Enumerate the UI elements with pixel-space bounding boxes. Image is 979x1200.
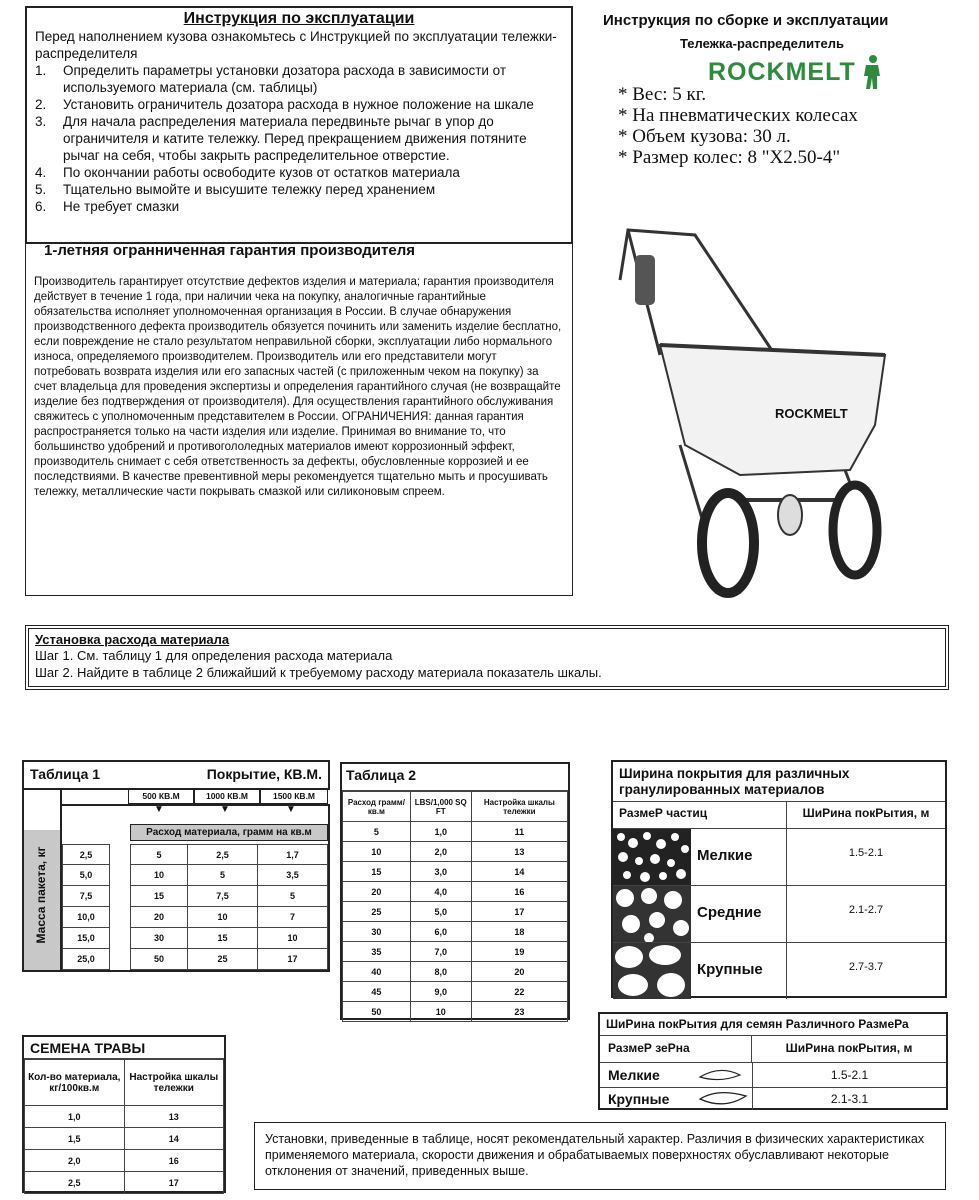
granules-row — [613, 943, 945, 999]
seeds-width-title: ШиРина покРытия для семян Различного РазмеРа — [600, 1014, 946, 1036]
arrow-down-icon: ▼ — [154, 804, 164, 815]
seeds-row — [600, 1088, 946, 1110]
spec-line: * На пневматических колесах — [618, 105, 858, 126]
seeds-width-table — [598, 1012, 948, 1110]
table2-title: Таблица 2 — [342, 764, 568, 791]
instructions-title: Инструкция по эксплуатации — [183, 10, 415, 27]
granule-size-coarse: Крупные — [691, 943, 787, 999]
grass-seeds-table — [22, 1035, 226, 1193]
seeds-col-size: РазмеР зеРна — [600, 1036, 752, 1062]
table1-header — [22, 760, 330, 790]
seed-width-small: 1.5-2.1 — [830, 1068, 869, 1082]
coverage-1000: 1000 КВ.М — [194, 788, 260, 804]
grass-title: СЕМЕНА ТРАВЫ — [24, 1037, 224, 1059]
warranty-box — [25, 214, 573, 596]
granule-width-fine: 1.5-2.1 — [848, 847, 884, 859]
spec-line: * Объем кузова: 30 л. — [618, 126, 791, 147]
cart-brand-label: ROCKMELT — [775, 406, 848, 421]
spec-line: * Вес: 5 кг. — [618, 84, 707, 105]
setup-step-2: Шаг 2. Найдите в таблице 2 ближайший к требуемому расходу материала показатель шкалы. — [35, 665, 602, 680]
granules-title: Ширина покрытия для различных гранулированных материалов — [613, 762, 945, 802]
instructions-intro: Перед наполнением кузова ознакомьтесь с Инструкцией по эксплуатации тележки-распределителя — [35, 29, 557, 61]
brand-logo: ROCKMELT — [708, 54, 886, 90]
granule-size-fine: Мелкие — [691, 829, 787, 885]
grass-grid: Кол-во материала, кг/100кв.м Настройка шкалы тележки 1,0 13 1,5 14 2,0 16 2,5 17 — [24, 1059, 224, 1194]
large-seed-icon — [698, 1090, 748, 1108]
instructions-steps — [35, 62, 563, 215]
arrow-down-icon: ▼ — [220, 804, 230, 815]
seed-size-large: Крупные — [608, 1091, 670, 1107]
instruction-step: 1. Определить параметры установки дозатора расхода в зависимости от используемого материала (см. таблицы) — [35, 63, 507, 95]
product-subtitle: Тележка-распределитель — [680, 36, 844, 51]
table1-title: Таблица 1 — [30, 766, 101, 782]
granule-width-medium: 2.1-2.7 — [848, 904, 884, 916]
mass-axis-label: Масса пакета, кг — [34, 846, 48, 944]
seeds-col-width: ШиРина покРытия, м — [785, 1041, 913, 1055]
small-seed-icon — [698, 1067, 742, 1083]
coarse-granules-image — [613, 943, 691, 999]
table-2 — [340, 762, 570, 1020]
instructions-box — [25, 6, 573, 244]
granules-row — [613, 886, 945, 943]
note-text: Установки, приведенные в таблице, носят рекомендательный характер. Различия в физических характеристиках применяемого материала, скорости движения и обрабатываемых поверхностях обуславливают некоторые отклонения от значений, приведенных выше. — [265, 1132, 925, 1178]
table1-grid: 2,5 5 2,5 1,7 5,0 10 5 3,5 7,5 15 7,5 5 10,0 20 10 7 15,0 30 15 10 25,0 50 25 17 — [62, 844, 328, 970]
product-specs — [618, 84, 858, 168]
product-header: Инструкция по сборке и эксплуатации — [603, 12, 889, 29]
granules-row — [613, 829, 945, 886]
seed-width-large: 2.1-3.1 — [830, 1092, 869, 1106]
note-box — [254, 1122, 946, 1190]
arrow-down-icon: ▼ — [286, 804, 296, 815]
instruction-step: 2. Установить ограничитель дозатора расхода в нужное положение на шкале — [35, 97, 534, 112]
granule-width-coarse: 2.7-3.7 — [848, 961, 884, 973]
setup-title: Установка расхода материала — [35, 632, 230, 647]
table2-grid: Расход грамм/кв.м LBS/1,000 SQ FT Настройка шкалы тележки 5 1,0 11 10 2,0 13 15 3,0 14 20 4,0 16 25 5,0 17 30 6,0 18 35 7,0 19 40 8,0 20 45 9,0 22 50 10 23 — [342, 791, 568, 1022]
instruction-step: 4. По окончании работы освободите кузов от остатков материала — [35, 165, 460, 180]
spreader-cart-image — [600, 215, 910, 600]
coverage-1500: 1500 КВ.М — [260, 788, 328, 804]
warranty-text: Производитель гарантирует отсутствие дефектов изделия и материала; гарантия производителя действует в течение 1 года, при наличии чека на покупку, аналогичные гарантийные обязательства исполняет уполномоченная организация в России. В случае обнаружения производственного дефекта производитель обязуется починить или заменить изделие бесплатно, если повреждение не стало результатом неправильной сборки, эксплуатации либо нормального износа, определяемого производителем. Производитель или его представители могут потребовать возврата изделия или его запасных частей (с приложенным чеком на покупку) за счет владельца для проведения экспертизы и определения гарантийного случая (не возвращайте изделие без подтверждения от производителя). Для осуществления гарантийного обслуживания свяжитесь с уполномоченным представителем в России. ОГРАНИЧЕНИЯ: данная гарантия распространяется только на части изделия или изделие. Принимая во внимание то, что большинство удобрений и противогололедных материалов имеют коррозионный эффект, производитель снимает с себя ответственность за дефекты, обусловленные коррозией и ее последствиями. В качестве превентивной меры рекомендуется тщательно мыть и просушивать тележку, металлические части покрывать смазкой или силиконовым спреем. — [34, 276, 562, 498]
seeds-row — [600, 1063, 946, 1088]
granules-table — [611, 760, 947, 998]
granules-col-size: РазмеР частиц — [613, 802, 787, 828]
setup-box — [25, 625, 949, 690]
instruction-step: 6. Не требует смазки — [35, 199, 180, 214]
seeds-width-header — [600, 1036, 946, 1063]
instruction-step: 5. Тщательно вымойте и высушите тележку перед хранением — [35, 182, 436, 197]
medium-granules-image — [613, 886, 691, 942]
table-1 — [22, 760, 330, 972]
granules-col-width: ШиРина покРытия, м — [802, 806, 930, 820]
granules-header — [613, 802, 945, 829]
warranty-title: 1-летняя огранниченная гарантия производителя — [44, 242, 415, 259]
coverage-500: 500 КВ.М — [128, 788, 194, 804]
brand-figure-icon — [856, 54, 886, 90]
rate-header: Расход материала, грамм на кв.м — [130, 824, 328, 841]
table1-coverage-label: Покрытие, КВ.М. — [206, 766, 322, 782]
granule-size-medium: Средние — [691, 886, 787, 942]
seed-size-small: Мелкие — [608, 1067, 660, 1083]
setup-step-1: Шаг 1. См. таблицу 1 для определения расхода материала — [35, 648, 393, 663]
spec-line: * Размер колес: 8 "X2.50-4" — [618, 147, 841, 168]
fine-granules-image — [613, 829, 691, 885]
instruction-step: 3. Для начала распределения материала передвиньте рычаг в упор до ограничителя и катите тележку. Перед прекращением движения потяните рычаг на себя, чтобы закрыть распределительное отверстие. — [35, 114, 527, 163]
